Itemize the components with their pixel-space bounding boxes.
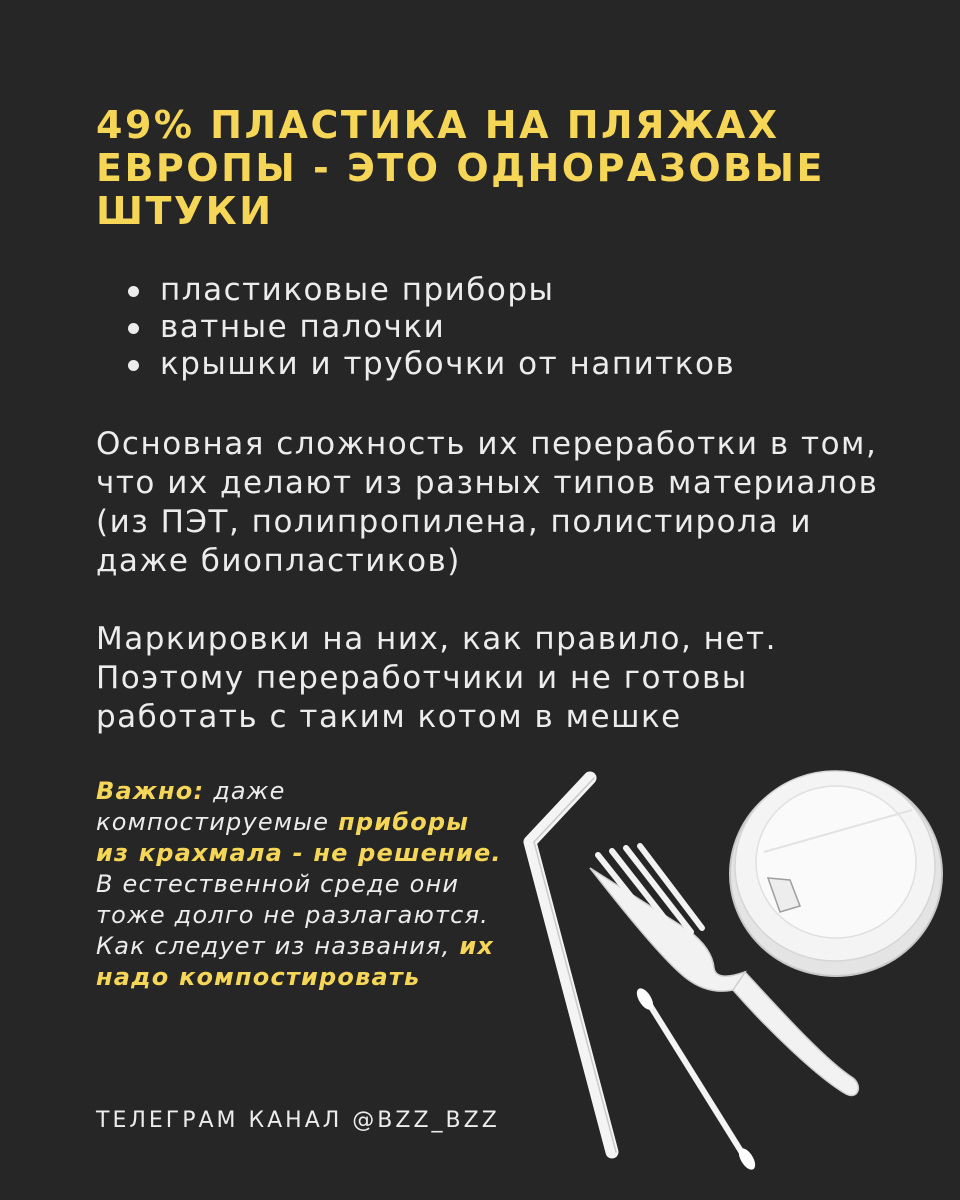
telegram-channel-credit: ТЕЛЕГРАМ КАНАЛ @BZZ_BZZ [96, 1108, 500, 1133]
cotton-swab-icon [634, 986, 759, 1173]
note-highlight: приборы из крахмала - не решение. [96, 808, 502, 867]
note-text: В естественной среде они тоже долго не разлагаются. Как следует из названия, [96, 870, 490, 960]
list-item-text: пластиковые приборы [160, 272, 555, 308]
list-item-text: ватные палочки [160, 309, 446, 345]
note-text: даже компостируемые [96, 777, 339, 836]
note-highlight: их надо компостировать [96, 932, 495, 991]
labeling-paragraph: Маркировки на них, как правило, нет. Поэтому переработчики и не готовы работать с таким котом в мешке [96, 621, 777, 735]
list-item-text: крышки и трубочки от напитков [160, 346, 736, 382]
straw-icon [530, 778, 616, 1152]
cup-lid-icon [730, 771, 942, 976]
note-lead: Важно: [96, 777, 205, 805]
headline: 49% ПЛАСТИКА НА ПЛЯЖАХ ЕВРОПЫ - ЭТО ОДНОРАЗОВЫЕ ШТУКИ [96, 103, 825, 233]
recycling-difficulty-paragraph: Основная сложность их переработки в том, что их делают из разных типов материалов (из ПЭТ, полипропилена, полистирола и даже биопластиков) [96, 426, 879, 579]
